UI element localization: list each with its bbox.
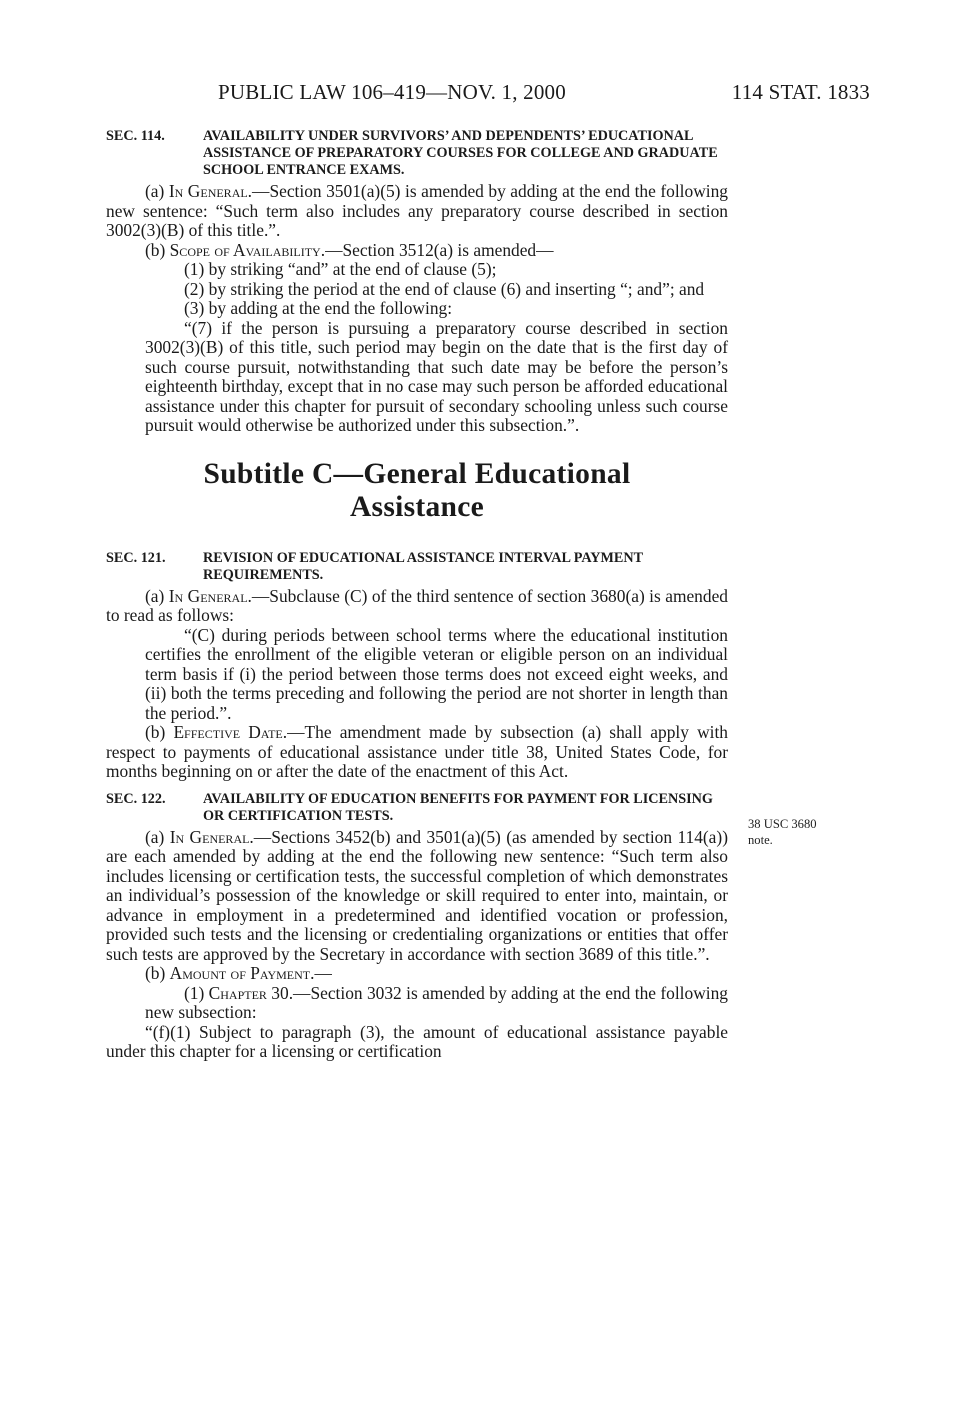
quoted-subclause-c: “(C) during periods between school terms where the educational institution certifies the enrollment of the eligible veteran or eligible person on an individual term basis if (i) the period between those terms does not exceed eight weeks, and (ii) both the terms preceding and following the period are not shorter in length than the period.”. bbox=[145, 624, 728, 723]
section-number: SEC. 122. bbox=[106, 790, 166, 807]
section-122-subsection-b: (b) Amount of Payment.— bbox=[145, 963, 332, 983]
public-law-title: PUBLIC LAW 106–419—NOV. 1, 2000 bbox=[218, 80, 566, 104]
paragraph-b2: (2) by striking the period at the end of clause (6) and inserting “; and”; and bbox=[184, 278, 705, 299]
section-title: AVAILABILITY UNDER SURVIVORS’ AND DEPENDENTS’ EDUCATIONAL ASSISTANCE OF PREPARATORY COURSES FOR COLLEGE AND GRADUATE SCHOOL ENTRANCE EXAMS. bbox=[203, 128, 718, 178]
subtitle-heading bbox=[106, 458, 728, 524]
section-number: SEC. 114. bbox=[106, 128, 165, 144]
subsection-caption: Scope of Availability. bbox=[169, 239, 326, 260]
subtitle-line-1: Subtitle C—General Educational bbox=[203, 457, 631, 490]
subsection-caption: In General. bbox=[168, 181, 253, 201]
subsection-caption: In General. bbox=[168, 585, 252, 606]
section-121-heading bbox=[106, 550, 728, 584]
section-121-subsection-b: (b) Effective Date.—The amendment made by subsection (a) shall apply with respect to payments of educational assistance under title 38, United States Code, for months beginning on or after the date of the enactment of this Act. bbox=[106, 722, 728, 781]
section-121-subsection-a: (a) In General.—Subclause (C) of the third sentence of section 3680(a) is amended to read as follows: bbox=[106, 585, 728, 625]
statute-page-number: 114 STAT. 1833 bbox=[731, 80, 870, 104]
subsection-caption: Amount of Payment. bbox=[169, 963, 315, 983]
subsection-caption: Effective Date. bbox=[173, 722, 288, 742]
running-head bbox=[218, 80, 870, 108]
paragraph-b1: (1) by striking “and” at the end of clause (5); bbox=[184, 259, 497, 279]
section-title: REVISION OF EDUCATIONAL ASSISTANCE INTERVAL PAYMENT REQUIREMENTS. bbox=[203, 549, 643, 583]
section-114-subsection-a: (a) In General.—Section 3501(a)(5) is amended by adding at the end the following new sentence: “Such term also includes any preparatory course described in section 3002(3)(B) of this title.”. bbox=[106, 181, 728, 240]
section-114-heading bbox=[106, 128, 728, 179]
section-title: AVAILABILITY OF EDUCATION BENEFITS FOR PAYMENT FOR LICENSING OR CERTIFICATION TESTS. bbox=[203, 790, 713, 824]
section-122-paragraph-b1: (1) Chapter 30.—Section 3032 is amended by adding at the end the following new subsection: bbox=[145, 982, 728, 1022]
document-body bbox=[106, 128, 728, 1062]
subsection-caption: In General. bbox=[169, 826, 254, 847]
margin-note: 38 USC 3680 note. bbox=[748, 817, 817, 847]
section-122-heading bbox=[106, 791, 728, 825]
section-number: SEC. 121. bbox=[106, 549, 166, 566]
section-114-subsection-b: (b) Scope of Availability.—Section 3512(a) is amended— bbox=[145, 239, 554, 260]
section-122-subsection-a: (a) In General.—Sections 3452(b) and 3501(a)(5) (as amended by section 114(a)) are each amended by adding at the end the following new sentence: “Such term also includes licensing or certification tests, the successful completion of which demonstrates an individual’s possession of the knowledge or skill required to enter into, maintain, or advance in employment in a predetermined and identified vocation or profession, provided such tests and the licensing or credentialing organizations or entities that offer such tests are approved by the Secretary in accordance with section 3689 of this title.”. bbox=[106, 826, 728, 964]
quoted-clause-7: “(7) if the person is pursuing a preparatory course described in section 3002(3)(B) of this title, such period may begin on the date that is the first day of such course pursuit, notwithstanding that such date may be before the person’s eighteenth birthday, except that in no case may such person be afforded educational assistance under this chapter for pursuit of secondary schooling unless such course pursuit would otherwise be authorized under this subsection.”. bbox=[145, 317, 728, 435]
paragraph-b3: (3) by adding at the end the following: bbox=[184, 298, 453, 318]
paragraph-caption: Chapter 30. bbox=[208, 982, 294, 1003]
subtitle-line-2: Assistance bbox=[349, 490, 485, 523]
quoted-subsection-f: “(f)(1) Subject to paragraph (3), the amount of educational assistance payable under this chapter for a licensing or certification bbox=[106, 1021, 728, 1061]
